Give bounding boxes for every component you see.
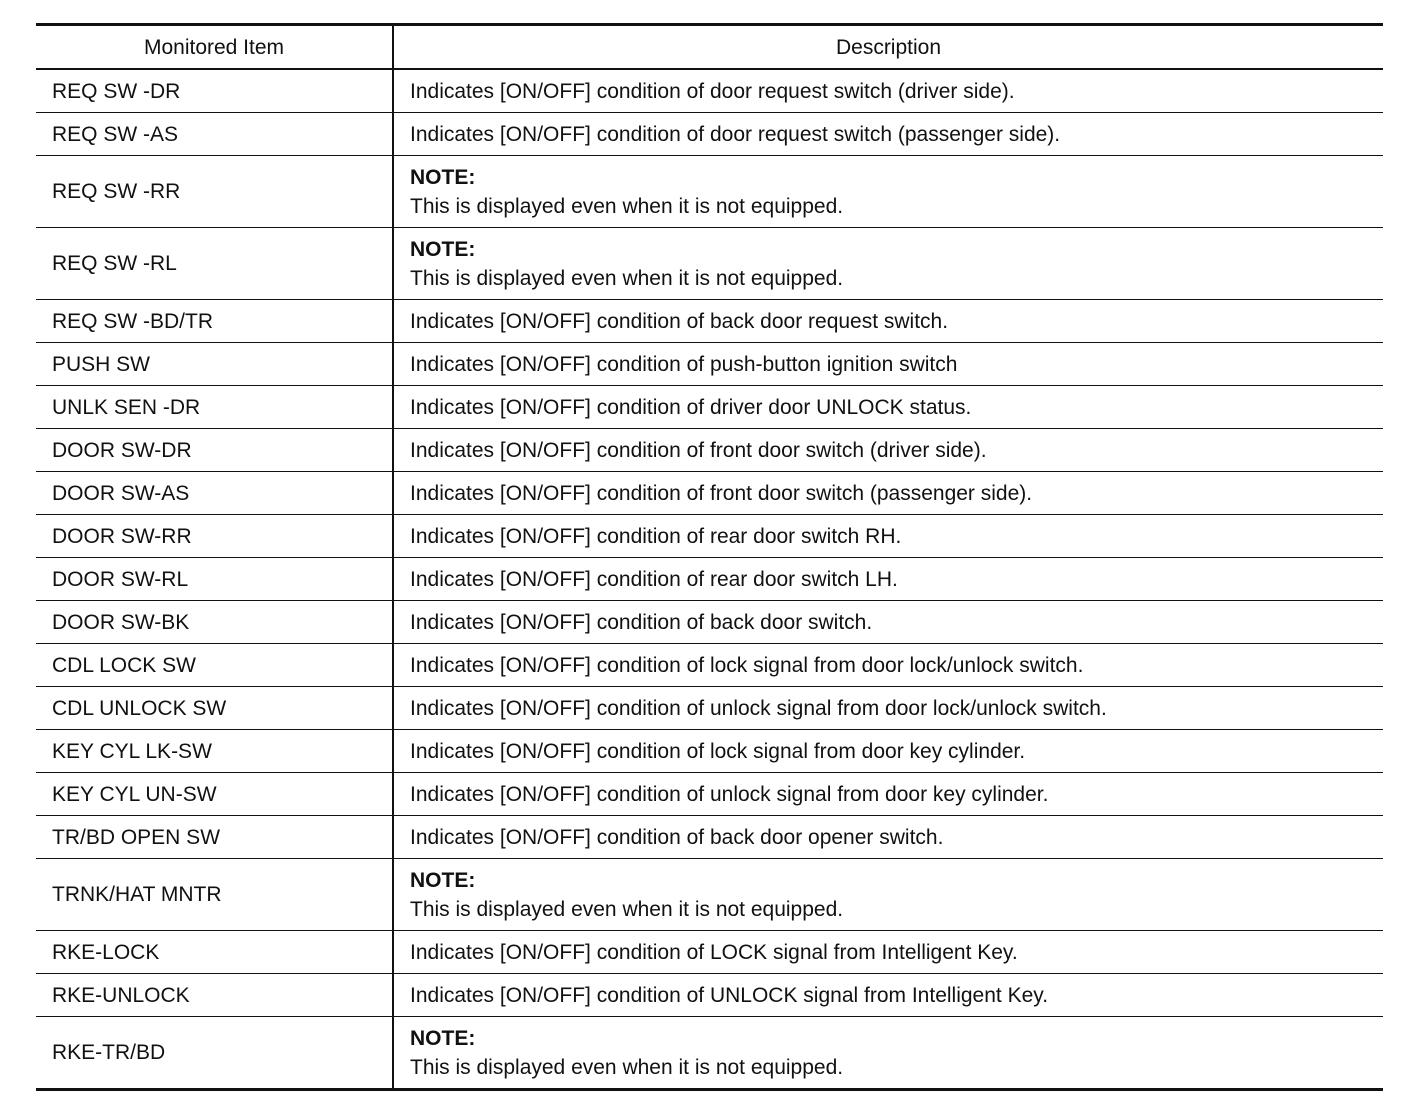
table-row [36, 644, 1383, 687]
monitored-item-cell: DOOR SW-BK [36, 601, 393, 644]
monitored-item-cell: RKE-LOCK [36, 931, 393, 974]
description-cell: Indicates [ON/OFF] condition of door request switch (passenger side). [393, 113, 1383, 156]
monitored-item-cell: DOOR SW-DR [36, 429, 393, 472]
description-cell: Indicates [ON/OFF] condition of UNLOCK signal from Intelligent Key. [393, 974, 1383, 1017]
monitored-item-cell: UNLK SEN -DR [36, 386, 393, 429]
description-cell: Indicates [ON/OFF] condition of lock signal from door key cylinder. [393, 730, 1383, 773]
monitored-item-cell: RKE-TR/BD [36, 1017, 393, 1090]
table-row [36, 300, 1383, 343]
monitored-item-cell: KEY CYL LK-SW [36, 730, 393, 773]
table-row [36, 429, 1383, 472]
note-label: NOTE: [410, 237, 476, 261]
table-row [36, 69, 1383, 113]
monitored-item-cell: KEY CYL UN-SW [36, 773, 393, 816]
table-row [36, 113, 1383, 156]
note-cell [393, 1017, 1383, 1090]
table-row [36, 228, 1383, 300]
monitored-item-cell: REQ SW -DR [36, 69, 393, 113]
monitored-item-cell: REQ SW -RL [36, 228, 393, 300]
note-label: NOTE: [410, 1026, 476, 1050]
monitored-item-cell: REQ SW -AS [36, 113, 393, 156]
table-row [36, 156, 1383, 228]
header-monitored-item: Monitored Item [36, 25, 393, 70]
note-label: NOTE: [410, 165, 476, 189]
monitored-item-cell: REQ SW -BD/TR [36, 300, 393, 343]
table-row [36, 773, 1383, 816]
table-row [36, 859, 1383, 931]
note-text: This is displayed even when it is not equipped. [410, 194, 844, 218]
description-cell: Indicates [ON/OFF] condition of back door request switch. [393, 300, 1383, 343]
monitored-item-cell: CDL UNLOCK SW [36, 687, 393, 730]
table-row [36, 601, 1383, 644]
monitored-item-cell: DOOR SW-RL [36, 558, 393, 601]
description-cell: Indicates [ON/OFF] condition of LOCK signal from Intelligent Key. [393, 931, 1383, 974]
description-cell: Indicates [ON/OFF] condition of push-button ignition switch [393, 343, 1383, 386]
monitored-item-cell: CDL LOCK SW [36, 644, 393, 687]
note-cell [393, 228, 1383, 300]
note-cell [393, 859, 1383, 931]
table-row [36, 472, 1383, 515]
table-row [36, 974, 1383, 1017]
description-cell: Indicates [ON/OFF] condition of door request switch (driver side). [393, 69, 1383, 113]
monitored-item-cell: REQ SW -RR [36, 156, 393, 228]
description-cell: Indicates [ON/OFF] condition of unlock signal from door key cylinder. [393, 773, 1383, 816]
description-cell: Indicates [ON/OFF] condition of rear door switch LH. [393, 558, 1383, 601]
description-cell: Indicates [ON/OFF] condition of back door opener switch. [393, 816, 1383, 859]
description-cell: Indicates [ON/OFF] condition of lock signal from door lock/unlock switch. [393, 644, 1383, 687]
header-description: Description [393, 25, 1383, 70]
table-row [36, 515, 1383, 558]
note-text: This is displayed even when it is not equipped. [410, 1055, 844, 1079]
monitored-items-table [36, 23, 1383, 1091]
table-row [36, 343, 1383, 386]
description-cell: Indicates [ON/OFF] condition of rear door switch RH. [393, 515, 1383, 558]
monitored-item-cell: RKE-UNLOCK [36, 974, 393, 1017]
description-cell: Indicates [ON/OFF] condition of driver door UNLOCK status. [393, 386, 1383, 429]
monitored-item-cell: TR/BD OPEN SW [36, 816, 393, 859]
monitored-item-cell: DOOR SW-RR [36, 515, 393, 558]
table-row [36, 687, 1383, 730]
note-text: This is displayed even when it is not equipped. [410, 897, 844, 921]
table-row [36, 816, 1383, 859]
monitored-item-cell: PUSH SW [36, 343, 393, 386]
description-cell: Indicates [ON/OFF] condition of front door switch (driver side). [393, 429, 1383, 472]
table-row [36, 1017, 1383, 1090]
note-cell [393, 156, 1383, 228]
table-header-row [36, 25, 1383, 70]
monitored-item-cell: TRNK/HAT MNTR [36, 859, 393, 931]
description-cell: Indicates [ON/OFF] condition of unlock signal from door lock/unlock switch. [393, 687, 1383, 730]
monitored-item-cell: DOOR SW-AS [36, 472, 393, 515]
table-row [36, 931, 1383, 974]
description-cell: Indicates [ON/OFF] condition of front door switch (passenger side). [393, 472, 1383, 515]
table-row [36, 558, 1383, 601]
note-text: This is displayed even when it is not equipped. [410, 266, 844, 290]
table-row [36, 386, 1383, 429]
table-body [36, 69, 1383, 1090]
note-label: NOTE: [410, 868, 476, 892]
description-cell: Indicates [ON/OFF] condition of back door switch. [393, 601, 1383, 644]
table-row [36, 730, 1383, 773]
